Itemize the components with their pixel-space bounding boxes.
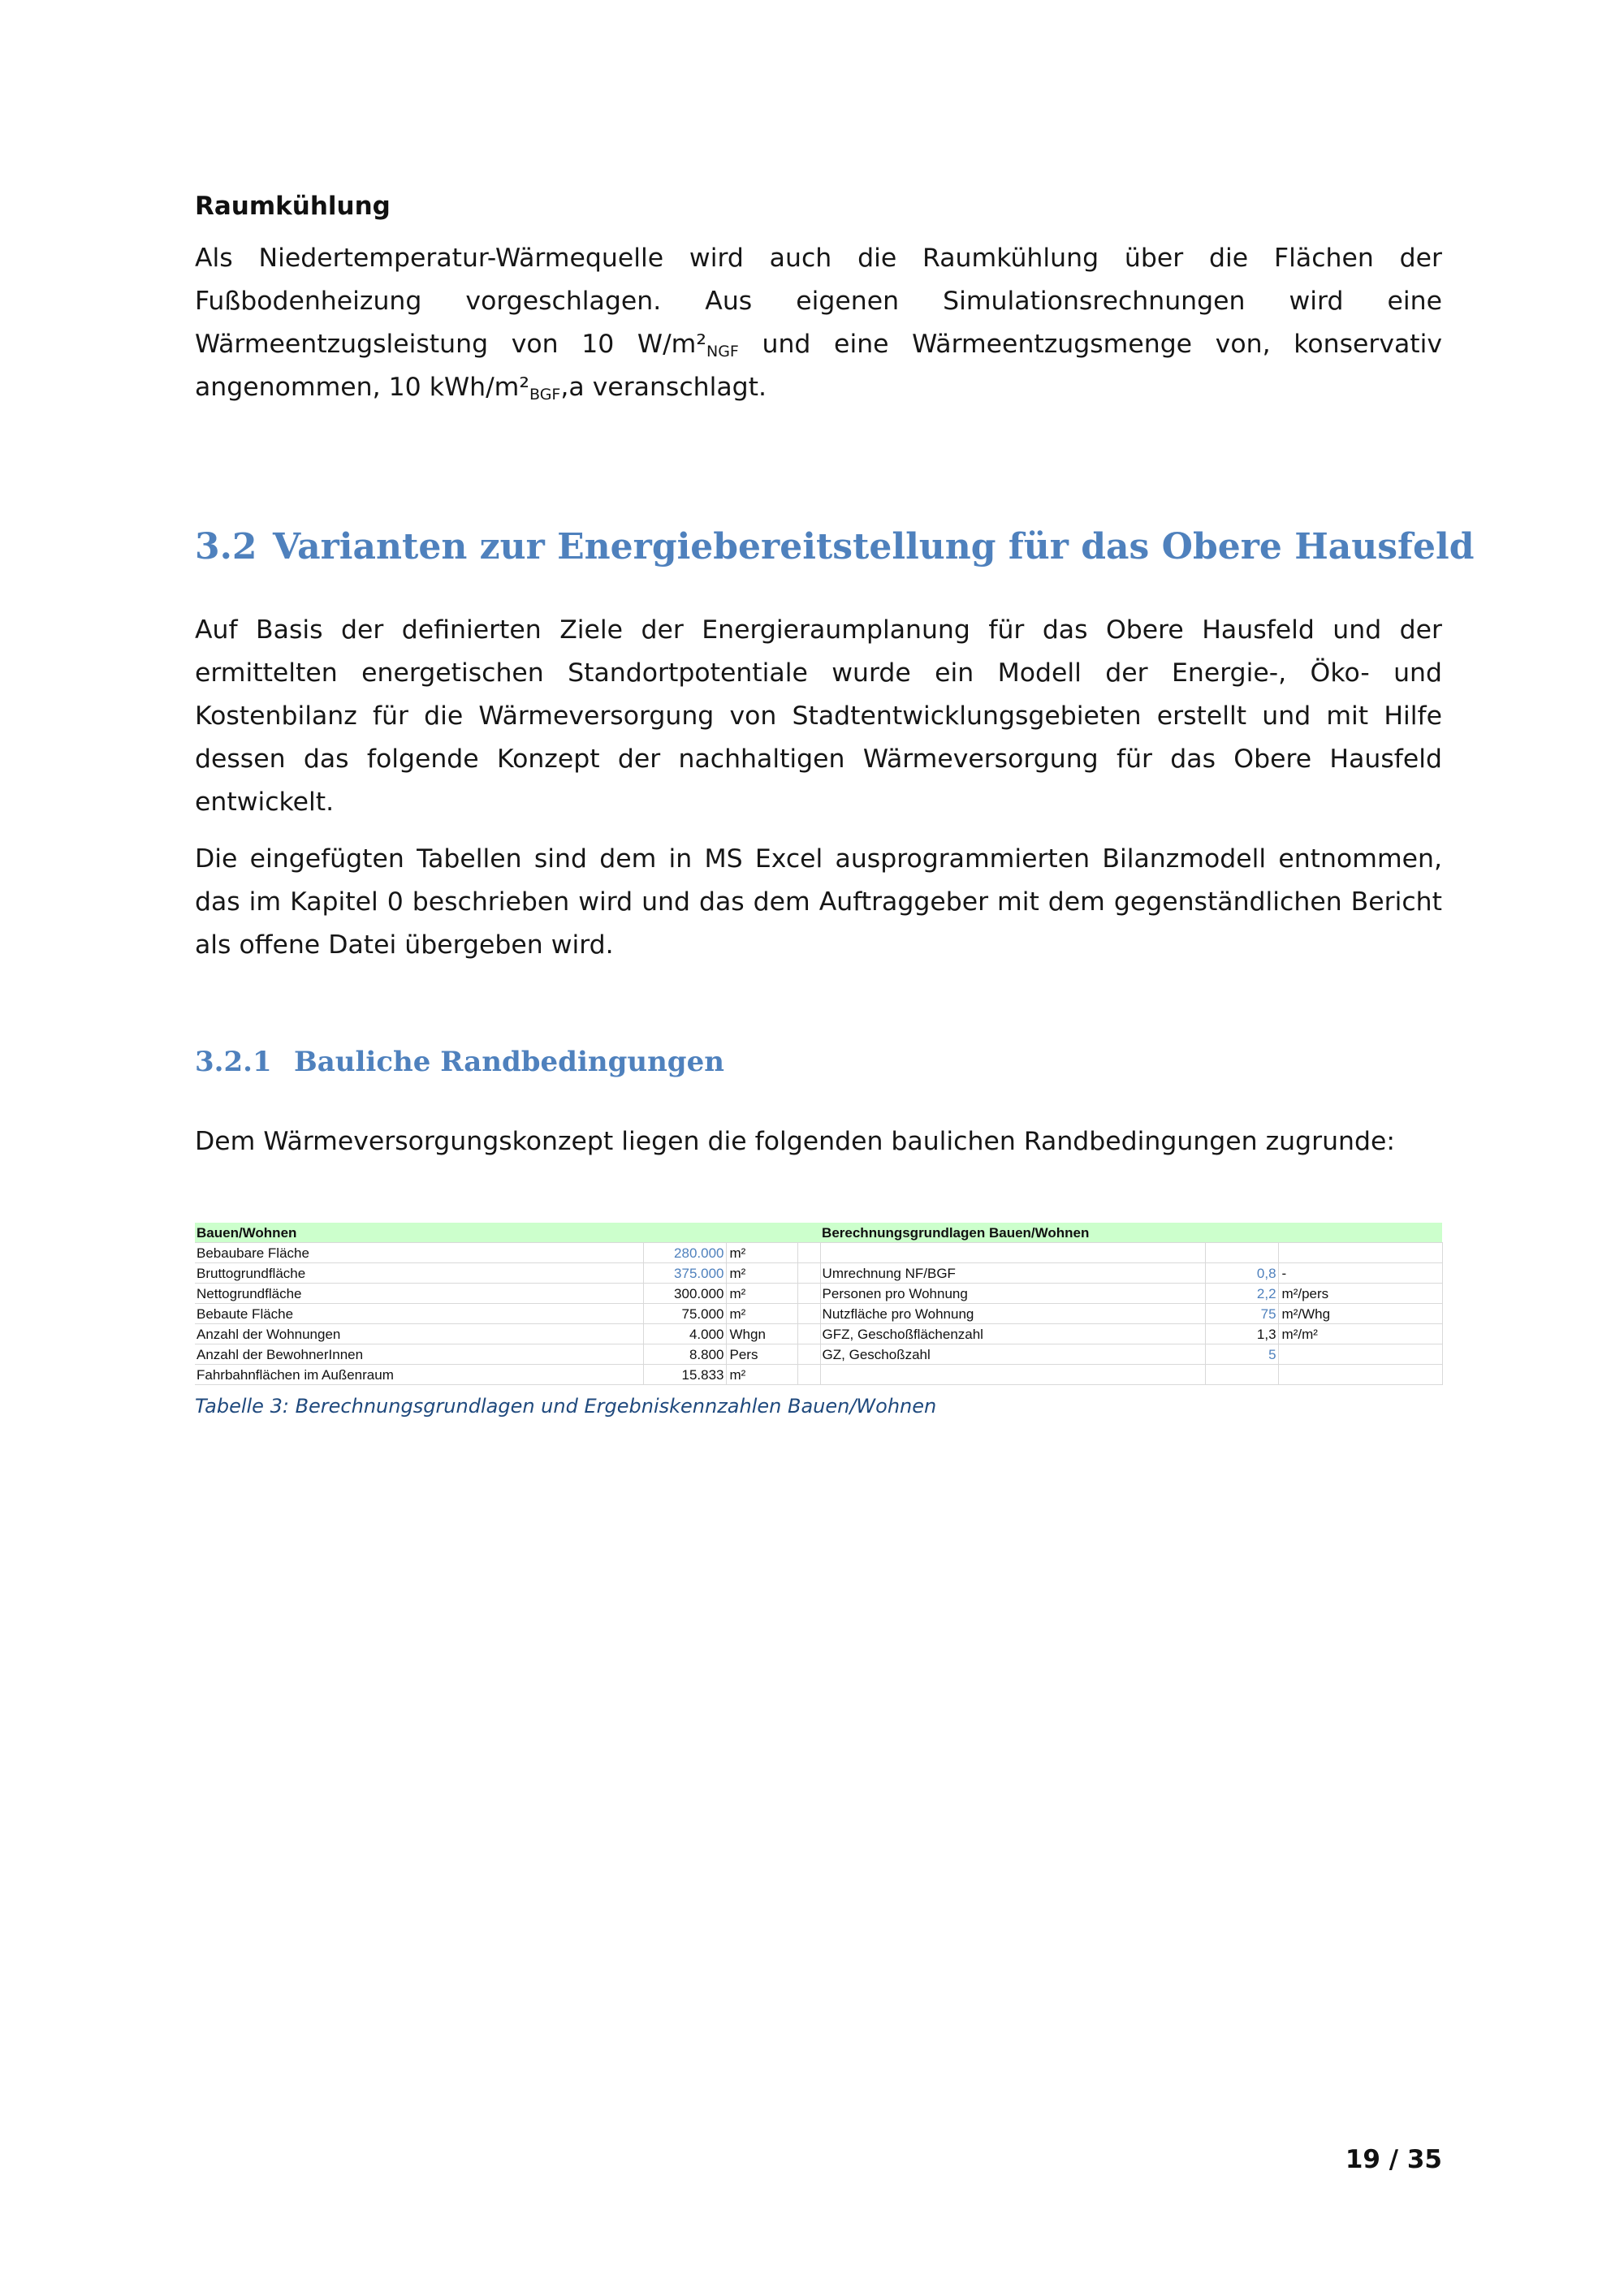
- raumkuehlung-text-2: und eine Wärmeentzugsmenge von, konservativ angenommen, 10 kWh/m²: [195, 330, 1443, 402]
- cell-label: Umrechnung NF/BGF: [820, 1263, 1205, 1284]
- subsection-number: 3.2.1: [195, 1046, 272, 1078]
- cell-value: 75: [1205, 1304, 1278, 1324]
- section-number: 3.2: [195, 526, 257, 568]
- cell-unit: m²: [726, 1243, 797, 1263]
- paragraph-raumkuehlung: [195, 237, 1442, 409]
- cell-label: Nettogrundfläche: [195, 1284, 643, 1304]
- cell-value: 4.000: [643, 1324, 726, 1344]
- cell-unit: m²/Whg: [1278, 1304, 1442, 1324]
- cell-label: Bruttogrundfläche: [195, 1263, 643, 1284]
- cell-value: 280.000: [643, 1243, 726, 1263]
- cell-unit: [1278, 1243, 1442, 1263]
- table-row: [195, 1263, 1442, 1284]
- cell-label: [820, 1365, 1205, 1385]
- table-row: [195, 1324, 1442, 1344]
- cell-value: 75.000: [643, 1304, 726, 1324]
- paragraph-section-3-2-tables: Die eingefügten Tabellen sind dem in MS Excel ausprogrammierten Bilanzmodell entnommen, das im Kapitel 0 beschrieben wird und das dem Auftraggeber mit dem gegenständlichen Bericht als offene Datei übergeben wird.: [195, 844, 1442, 960]
- cell-label: Nutzfläche pro Wohnung: [820, 1304, 1205, 1324]
- paragraph-section-3-2-intro: Auf Basis der definierten Ziele der Energieraumplanung für das Obere Hausfeld und der ermittelten energetischen Standortpotentiale wurde ein Modell der Energie-, Öko- und Kostenbilanz für die Wärmeversorgung von Stadtentwicklungsgebieten erstellt und mit Hilfe dessen das folgende Konzept der nachhaltigen Wärmeversorgung für das Obere Hausfeld entwickelt.: [195, 615, 1442, 817]
- cell-unit: [1278, 1365, 1442, 1385]
- table-header-left: Bauen/Wohnen: [195, 1223, 820, 1243]
- heading-section-3-2-1: [195, 1046, 724, 1078]
- cell-unit: m²: [726, 1284, 797, 1304]
- cell-value: [1205, 1243, 1278, 1263]
- heading-raumkuehlung: Raumkühlung: [195, 192, 391, 221]
- cell-unit: -: [1278, 1263, 1442, 1284]
- cell-value: 300.000: [643, 1284, 726, 1304]
- table-caption: Tabelle 3: Berechnungsgrundlagen und Ergebniskennzahlen Bauen/Wohnen: [195, 1395, 937, 1418]
- cell-unit: Pers: [726, 1344, 797, 1365]
- table-bauen-wohnen: [195, 1223, 1443, 1385]
- cell-unit: m²/m²: [1278, 1324, 1442, 1344]
- cell-value: 8.800: [643, 1344, 726, 1365]
- cell-label: GZ, Geschoßzahl: [820, 1344, 1205, 1365]
- cell-value: 5: [1205, 1344, 1278, 1365]
- table-row: [195, 1284, 1442, 1304]
- cell-value: [1205, 1365, 1278, 1385]
- cell-value: 375.000: [643, 1263, 726, 1284]
- cell-label: Anzahl der BewohnerInnen: [195, 1344, 643, 1365]
- cell-label: Bebaubare Fläche: [195, 1243, 643, 1263]
- table-row: [195, 1243, 1442, 1263]
- table-row: [195, 1365, 1442, 1385]
- cell-label: GFZ, Geschoßflächenzahl: [820, 1324, 1205, 1344]
- cell-label: [820, 1243, 1205, 1263]
- cell-unit: m²: [726, 1304, 797, 1324]
- cell-label: Bebaute Fläche: [195, 1304, 643, 1324]
- cell-unit: Whgn: [726, 1324, 797, 1344]
- cell-label: Fahrbahnflächen im Außenraum: [195, 1365, 643, 1385]
- paragraph-section-3-2-1: Dem Wärmeversorgungskonzept liegen die folgenden baulichen Randbedingungen zugrunde:: [195, 1127, 1396, 1156]
- subscript-bgf: BGF: [529, 386, 561, 404]
- raumkuehlung-text-3: ,a veranschlagt.: [560, 373, 767, 402]
- cell-unit: [1278, 1344, 1442, 1365]
- cell-value: 0,8: [1205, 1263, 1278, 1284]
- cell-unit: m²: [726, 1263, 797, 1284]
- raumkuehlung-text-1: Als Niedertemperatur-Wärmequelle wird auch die Raumkühlung über die Flächen der Fußbodenheizung vorgeschlagen. Aus eigenen Simulationsrechnungen wird eine Wärmeentzugsleistung von 10 W/m²: [195, 244, 1442, 359]
- table-row: [195, 1344, 1442, 1365]
- table-row: [195, 1304, 1442, 1324]
- heading-section-3-2: [195, 526, 1474, 568]
- cell-unit: m²: [726, 1365, 797, 1385]
- cell-label: Personen pro Wohnung: [820, 1284, 1205, 1304]
- cell-value: 2,2: [1205, 1284, 1278, 1304]
- cell-value: 15.833: [643, 1365, 726, 1385]
- cell-unit: m²/pers: [1278, 1284, 1442, 1304]
- cell-value: 1,3: [1205, 1324, 1278, 1344]
- table-header-right: Berechnungsgrundlagen Bauen/Wohnen: [820, 1223, 1442, 1243]
- subscript-ngf: NGF: [706, 343, 739, 360]
- table-header-row: [195, 1223, 1442, 1243]
- page-number: 19 / 35: [1345, 2145, 1442, 2174]
- cell-label: Anzahl der Wohnungen: [195, 1324, 643, 1344]
- subsection-title: Bauliche Randbedingungen: [294, 1046, 724, 1078]
- section-title: Varianten zur Energiebereitstellung für das Obere Hausfeld: [273, 526, 1475, 568]
